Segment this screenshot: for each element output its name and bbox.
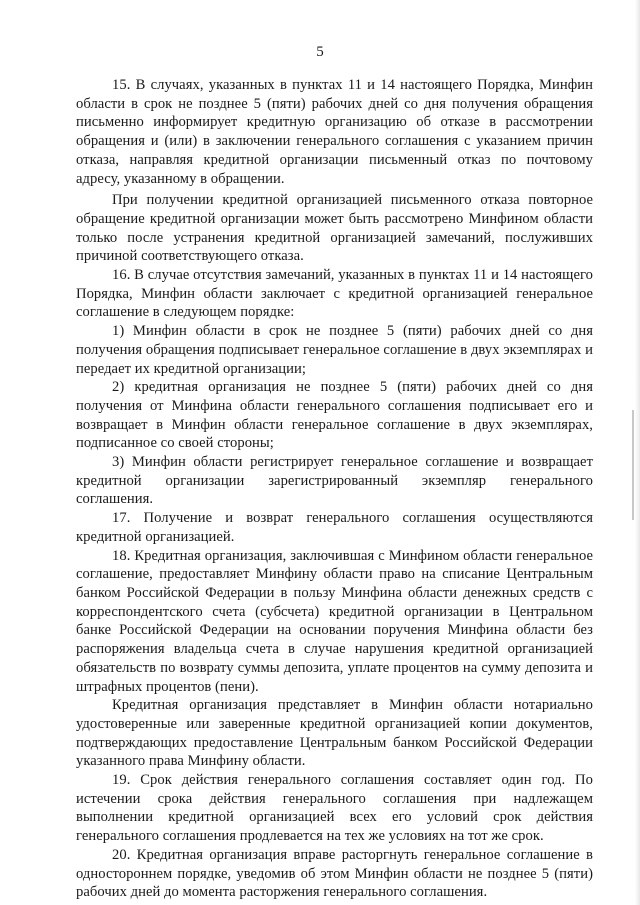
- paragraph-16-item-1: 1) Минфин области в срок не позднее 5 (пяти) рабочих дней со дня получения обращения подписывает генеральное соглашение в двух экземплярах и передает их кредитной организации;: [76, 323, 593, 377]
- document-body: [76, 76, 593, 902]
- paragraph-15-refusal: При получении кредитной организацией письменного отказа повторное обращение кредитной организации может быть рассмотрено Минфином области только после устранения кредитной организацией замечаний, послуживших причиной соответствующего отказа.: [76, 192, 593, 265]
- paragraph-19: 19. Срок действия генерального соглашения составляет один год. По истечении срока действия генерального соглашения при надлежащем выполнении кредитной организацией всех его условий срок действия генерального соглашения продлевается на тех же условиях на тот же срок.: [76, 772, 593, 845]
- paragraph-20: 20. Кредитная организация вправе расторгнуть генеральное соглашение в одностороннем порядке, уведомив об этом Минфин области не позднее 5 (пяти) рабочих дней до момента расторжения генерального соглашения.: [76, 846, 593, 901]
- page-number: 5: [316, 44, 324, 60]
- paragraph-17: 17. Получение и возврат генерального соглашения осуществляются кредитной организацией.: [76, 510, 593, 545]
- scan-edge-shadow: [635, 0, 640, 905]
- paragraph-16: 16. В случае отсутствия замечаний, указанных в пунктах 11 и 14 настоящего Порядка, Минфин области заключает с кредитной организацией генеральное соглашение в следующем порядке:: [76, 267, 593, 321]
- paragraph-16-item-3: 3) Минфин области регистрирует генеральное соглашение и возвращает кредитной организации зарегистрированный экземпляр генерального соглашения.: [76, 454, 593, 508]
- paragraph-18-documents: Кредитная организация представляет в Минфин области нотариально удостоверенные или заверенные кредитной организацией копии документов, подтверждающих предоставление Центральным банком Российской Федерации указанного права Минфину области.: [76, 697, 593, 770]
- scan-margin-mark: [632, 410, 634, 520]
- paragraph-18: 18. Кредитная организация, заключившая с Минфином области генеральное соглашение, предоставляет Минфину области право на списание Центральным банком Российской Федерации в пользу Минфина области денежных средств с корреспондентского счета (субсчета) кредитной организации в Центральном банке Российской Федерации на основании поручения Минфина области без распоряжения владельца счета в случае нарушения кредитной организацией обязательств по возврату суммы депозита, уплате процентов на сумму депозита и штрафных процентов (пени).: [76, 547, 593, 695]
- paragraph-16-item-2: 2) кредитная организация не позднее 5 (пяти) рабочих дней со дня получения от Минфина области генерального соглашения подписывает его и возвращает в Минфин области генеральное соглашение в двух экземплярах, подписанное со своей стороны;: [76, 379, 593, 452]
- paragraph-15: 15. В случаях, указанных в пунктах 11 и 14 настоящего Порядка, Минфин области в срок не позднее 5 (пяти) рабочих дней со дня получения обращения письменно информирует кредитную организацию об отказе в рассмотрении обращения и (или) в заключении генерального соглашения с указанием причин отказа, направляя кредитной организации письменный отказ по почтовому адресу, указанному в обращении.: [76, 77, 593, 187]
